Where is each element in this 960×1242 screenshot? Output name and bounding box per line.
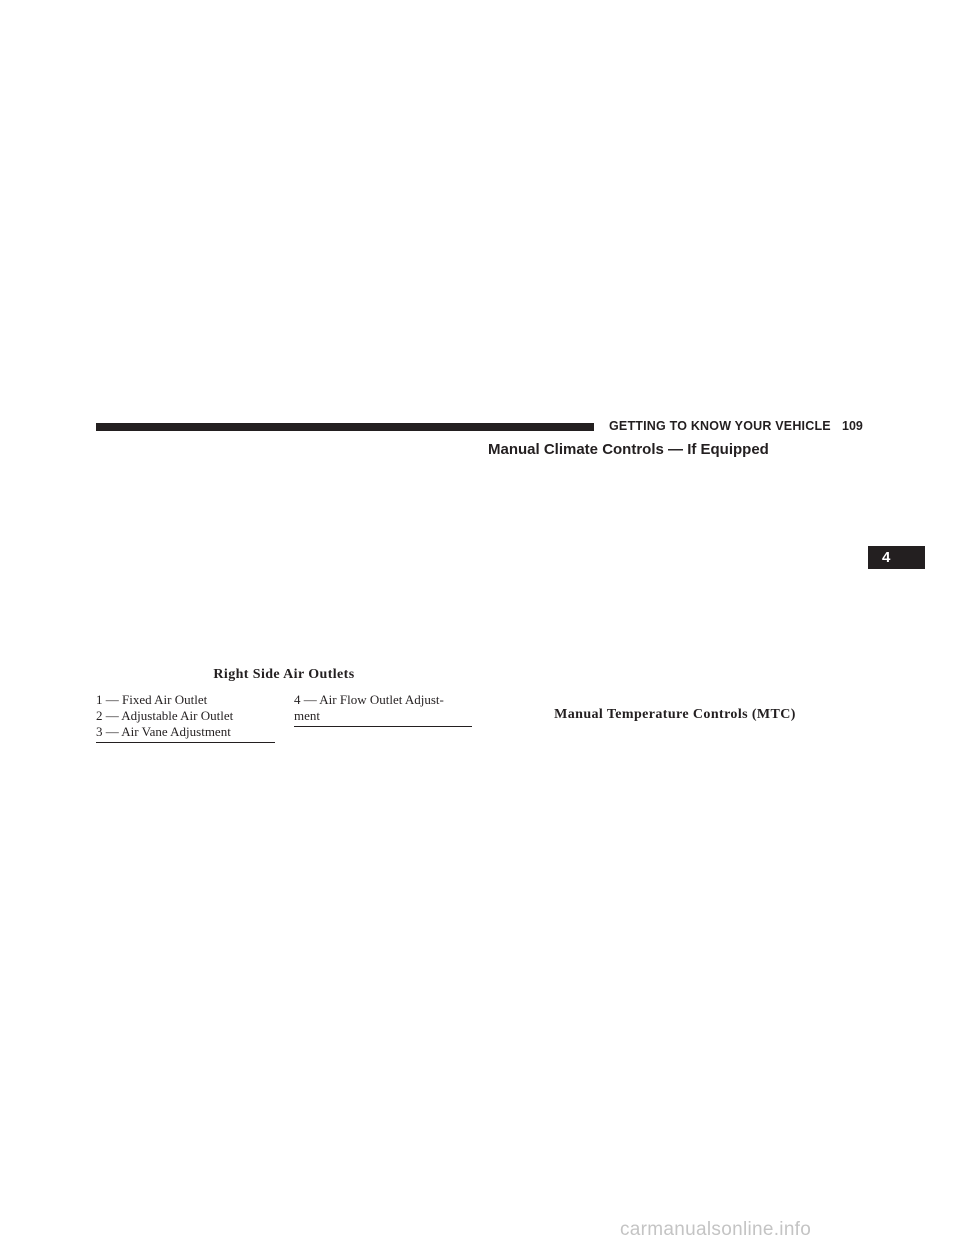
legend-item: 1 — Fixed Air Outlet bbox=[96, 692, 208, 707]
watermark-text: carmanualsonline.info bbox=[620, 1219, 812, 1240]
page-number: 109 bbox=[842, 419, 863, 433]
legend-item: 3 — Air Vane Adjustment bbox=[96, 724, 231, 739]
legend-item: 4 — Air Flow Outlet Adjust- ment bbox=[294, 692, 444, 723]
figure-legend-right bbox=[294, 692, 472, 727]
figure-caption-right-side-air-outlets: Right Side Air Outlets bbox=[213, 667, 355, 682]
legend-item: 2 — Adjustable Air Outlet bbox=[96, 708, 234, 723]
running-header-title: GETTING TO KNOW YOUR VEHICLE bbox=[609, 419, 831, 433]
header-rule bbox=[96, 423, 594, 431]
section-heading: Manual Climate Controls — If Equipped bbox=[488, 441, 769, 458]
figure-caption-mtc: Manual Temperature Controls (MTC) bbox=[554, 707, 796, 722]
figure-legend-left bbox=[96, 692, 275, 743]
chapter-tab[interactable]: 4 bbox=[868, 546, 925, 569]
